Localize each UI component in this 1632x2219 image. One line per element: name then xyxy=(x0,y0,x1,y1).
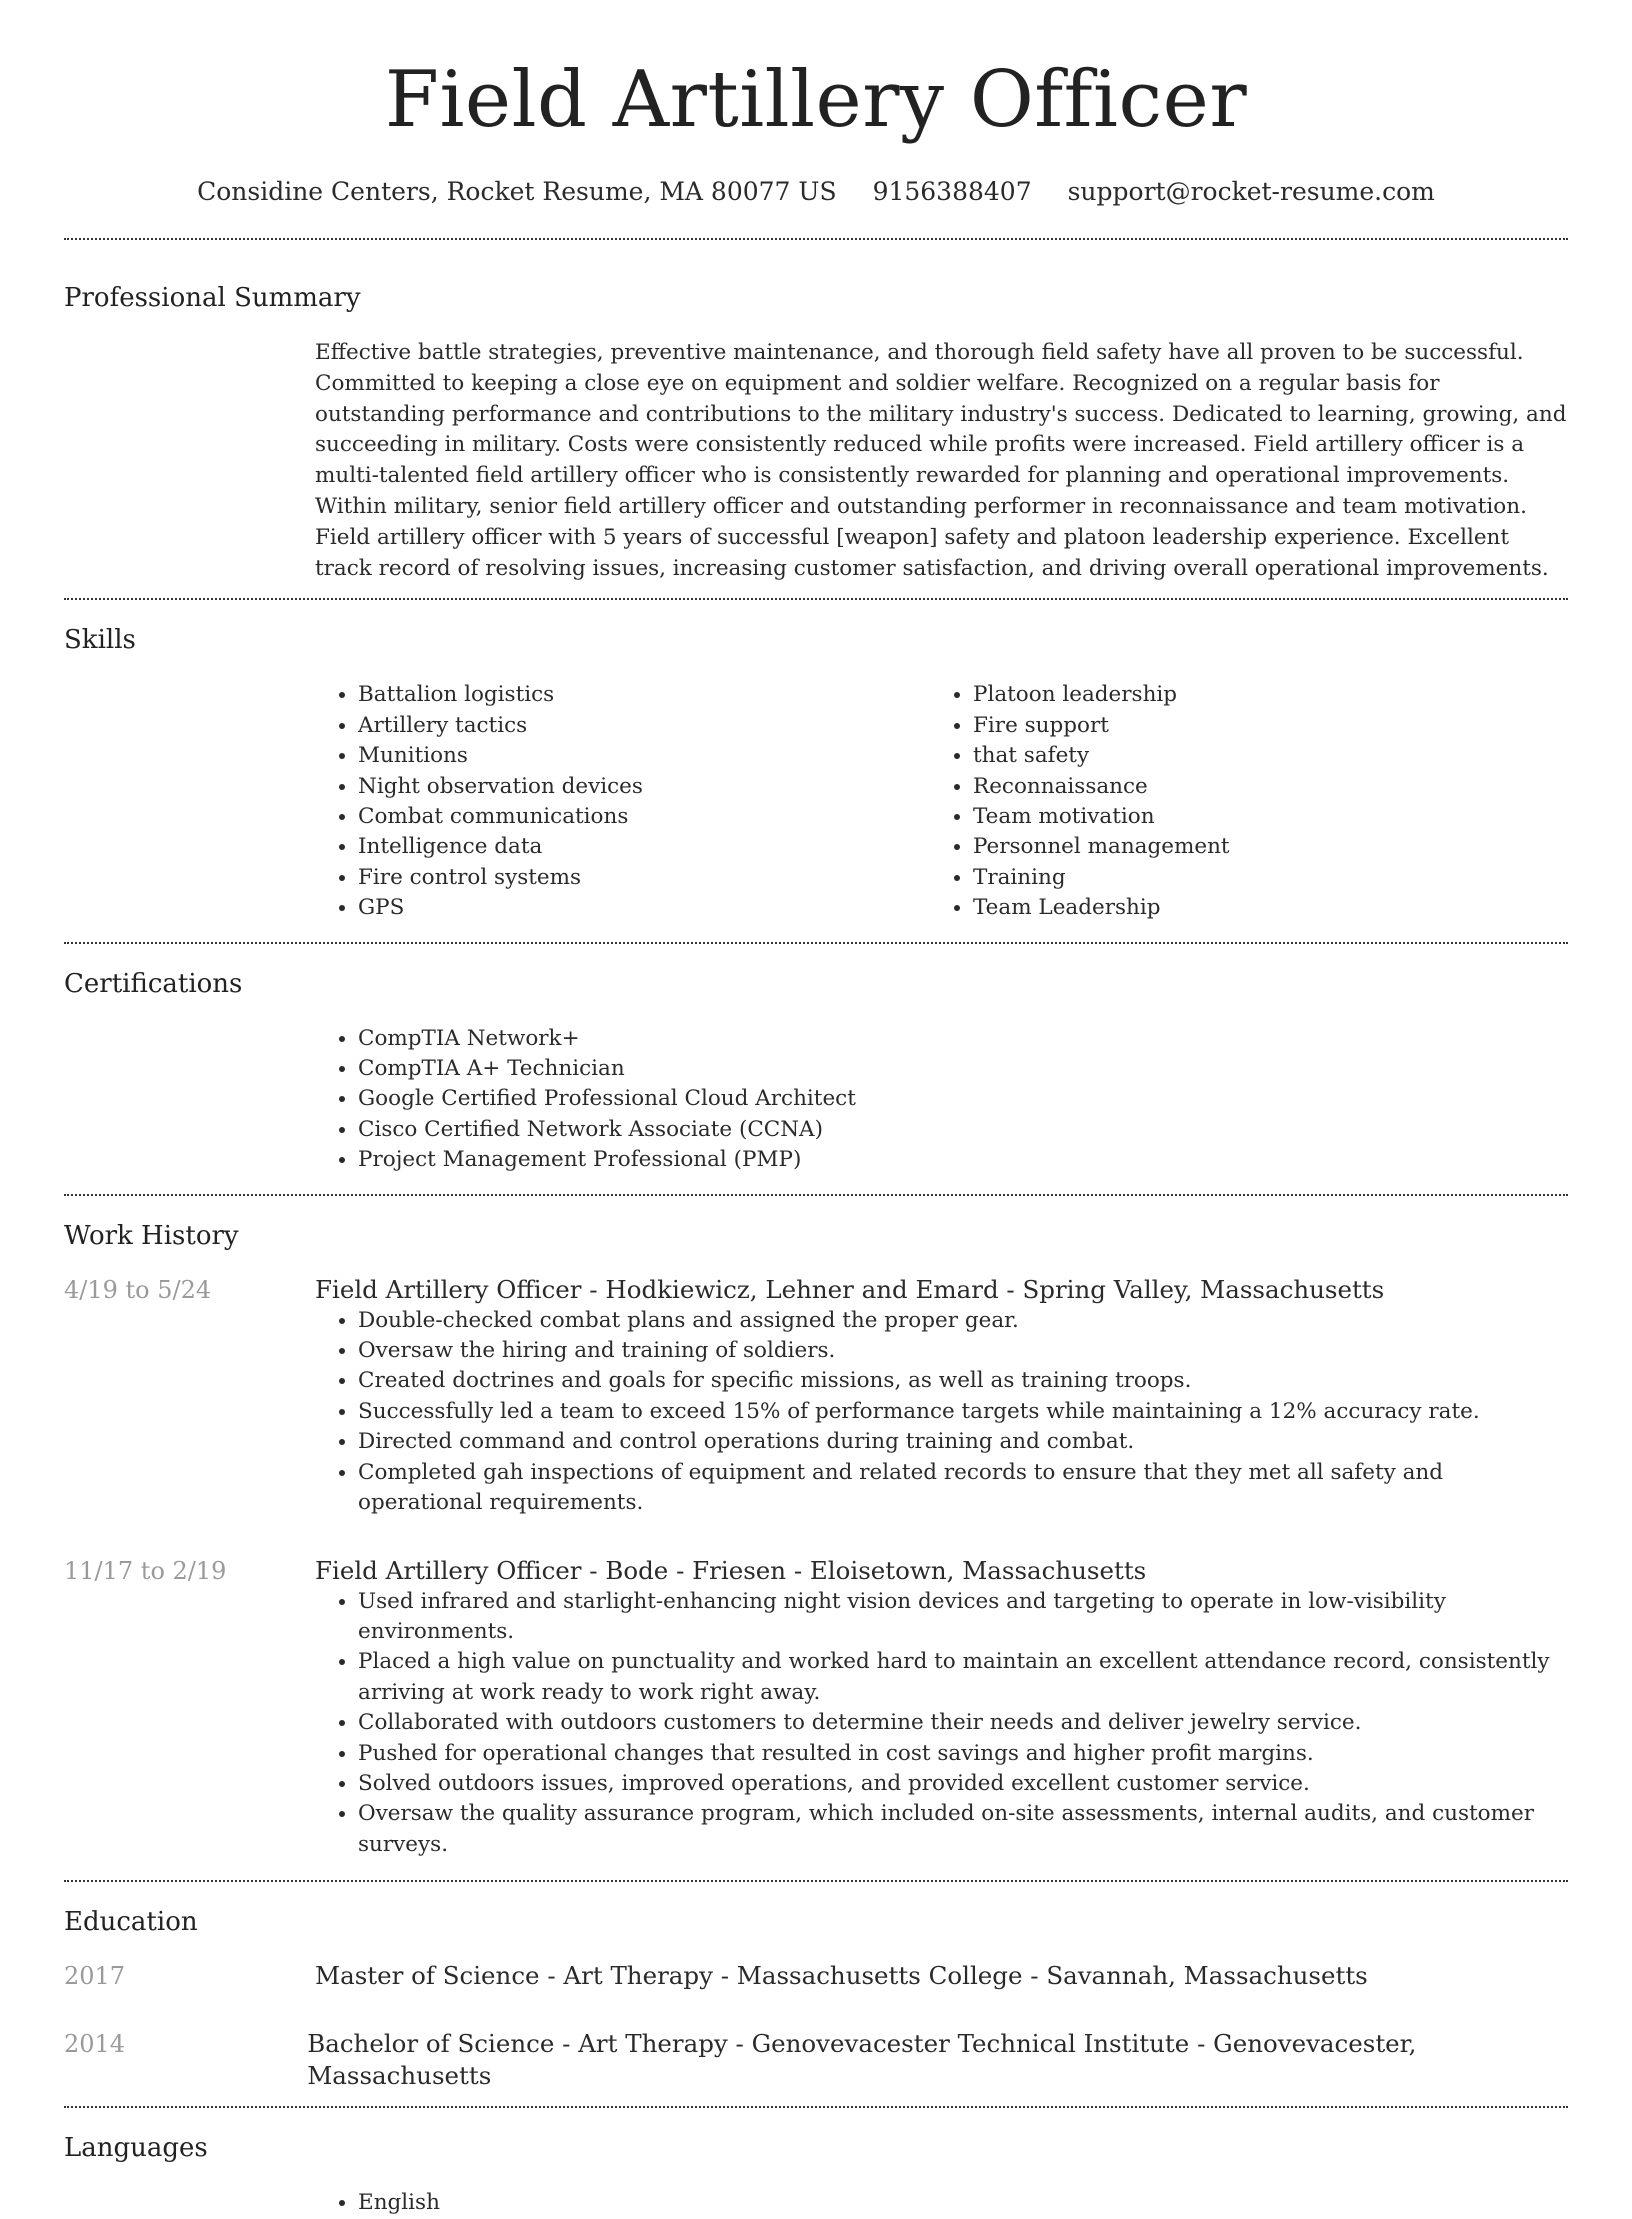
list-item: • GPS xyxy=(358,893,930,923)
work-section xyxy=(64,1196,1568,1881)
job-bullets xyxy=(315,1306,1568,1519)
list-item: • Solved outdoors issues, improved operations, and provided excellent customer service. xyxy=(358,1769,1568,1799)
languages-list xyxy=(315,2188,1568,2218)
list-item: • CompTIA Network+ xyxy=(358,1024,1568,1054)
list-item: • Placed a high value on punctuality and worked hard to maintain an excellent attendance record, consistently arriving at work ready to work right away. xyxy=(358,1647,1568,1708)
list-item: • Used infrared and starlight-enhancing night vision devices and targeting to operate in low-visibility environments. xyxy=(358,1587,1568,1648)
summary-text: Effective battle strategies, preventive maintenance, and thorough field safety have all proven to be successful. Committed to keeping a close eye on equipment and soldier welfare. Recognized on a regular basis for outstanding performance and contributions to the military industry's success. Dedicated to learning, growing, and succeeding in military. Costs were consistently reduced while profits were increased. Field artillery officer is a multi-talented field artillery officer who is consistently rewarded for planning and operational improvements. Within military, senior field artillery officer and outstanding performer in reconnaissance and team motivation. Field artillery officer with 5 years of successful [weapon] safety and platoon leadership experience. Excellent track record of resolving issues, increasing customer satisfaction, and driving overall operational improvements. xyxy=(315,340,1567,581)
section-title-work: Work History xyxy=(64,1220,239,1251)
list-item: • that safety xyxy=(973,741,1545,771)
languages-section xyxy=(64,2108,1568,2218)
contact-phone: 9156388407 xyxy=(872,177,1032,206)
list-item: • Created doctrines and goals for specific missions, as well as training troops. xyxy=(358,1366,1568,1396)
list-item: • English xyxy=(358,2188,1568,2218)
section-title-skills: Skills xyxy=(64,625,136,656)
list-item: • Night observation devices xyxy=(358,772,930,802)
skills-list-right xyxy=(930,680,1545,923)
list-item: • Munitions xyxy=(358,741,930,771)
education-year: 2014 xyxy=(64,2030,126,2059)
list-item: • Project Management Professional (PMP) xyxy=(358,1145,1568,1175)
contact-address: Considine Centers, Rocket Resume, MA 80077 US xyxy=(197,177,837,206)
list-item: • Platoon leadership xyxy=(973,680,1545,710)
section-title-summary: Professional Summary xyxy=(64,283,361,313)
list-item: • Collaborated with outdoors customers to determine their needs and deliver jewelry service. xyxy=(358,1708,1568,1738)
list-item: • Artillery tactics xyxy=(358,711,930,741)
education-entry xyxy=(64,2028,1568,2092)
list-item: • Combat communications xyxy=(358,802,930,832)
list-item: • Team motivation xyxy=(973,802,1545,832)
job-heading: Field Artillery Officer - Bode - Friesen - Eloisetown, Massachusetts xyxy=(315,1555,1147,1585)
list-item: • Google Certified Professional Cloud Architect xyxy=(358,1084,1568,1114)
certifications-list xyxy=(315,1024,1568,1176)
summary-section xyxy=(64,240,1568,584)
list-item: • Oversaw the hiring and training of soldiers. xyxy=(358,1336,1568,1366)
contact-line xyxy=(64,176,1568,208)
job-heading: Field Artillery Officer - Hodkiewicz, Lehner and Emard - Spring Valley, Massachusetts xyxy=(315,1274,1385,1304)
education-heading: Bachelor of Science - Art Therapy - Genovevacester Technical Institute - Genovevacester, Massachusetts xyxy=(307,2029,1417,2091)
skills-section xyxy=(64,600,1568,923)
skills-list-left xyxy=(315,680,930,923)
list-item: • Completed gah inspections of equipment and related records to ensure that they met all safety and operational requirements. xyxy=(358,1458,1568,1519)
list-item: • Fire support xyxy=(973,711,1545,741)
job-entry xyxy=(64,1555,1568,1861)
list-item: • Training xyxy=(973,863,1545,893)
education-entry xyxy=(64,1960,1568,1992)
list-item: • Pushed for operational changes that resulted in cost savings and higher profit margins. xyxy=(358,1739,1568,1769)
education-year: 2017 xyxy=(64,1962,126,1991)
list-item: • Intelligence data xyxy=(358,832,930,862)
list-item: • Oversaw the quality assurance program, which included on-site assessments, internal audits, and customer surveys. xyxy=(358,1799,1568,1860)
list-item: • Team Leadership xyxy=(973,893,1545,923)
job-bullets xyxy=(315,1587,1568,1861)
section-title-languages: Languages xyxy=(64,2133,208,2164)
list-item: • Personnel management xyxy=(973,832,1545,862)
job-dates: 11/17 to 2/19 xyxy=(64,1556,227,1585)
education-heading: Master of Science - Art Therapy - Massachusetts College - Savannah, Massachusetts xyxy=(315,1961,1368,1991)
list-item: • Double-checked combat plans and assigned the proper gear. xyxy=(358,1306,1568,1336)
section-title-certifications: Certifications xyxy=(64,968,243,999)
certifications-section xyxy=(64,944,1568,1176)
job-entry xyxy=(64,1274,1568,1519)
list-item: • Cisco Certified Network Associate (CCNA) xyxy=(358,1115,1568,1145)
list-item: • Directed command and control operations during training and combat. xyxy=(358,1427,1568,1457)
list-item: • Successfully led a team to exceed 15% of performance targets while maintaining a 12% accuracy rate. xyxy=(358,1397,1568,1427)
resume-name: Field Artillery Officer xyxy=(384,55,1248,145)
list-item: • CompTIA A+ Technician xyxy=(358,1054,1568,1084)
education-section xyxy=(64,1882,1568,2106)
list-item: • Fire control systems xyxy=(358,863,930,893)
list-item: • Reconnaissance xyxy=(973,772,1545,802)
contact-email: support@rocket-resume.com xyxy=(1067,177,1435,206)
job-dates: 4/19 to 5/24 xyxy=(64,1275,212,1304)
section-title-education: Education xyxy=(64,1907,198,1938)
list-item: • Battalion logistics xyxy=(358,680,930,710)
